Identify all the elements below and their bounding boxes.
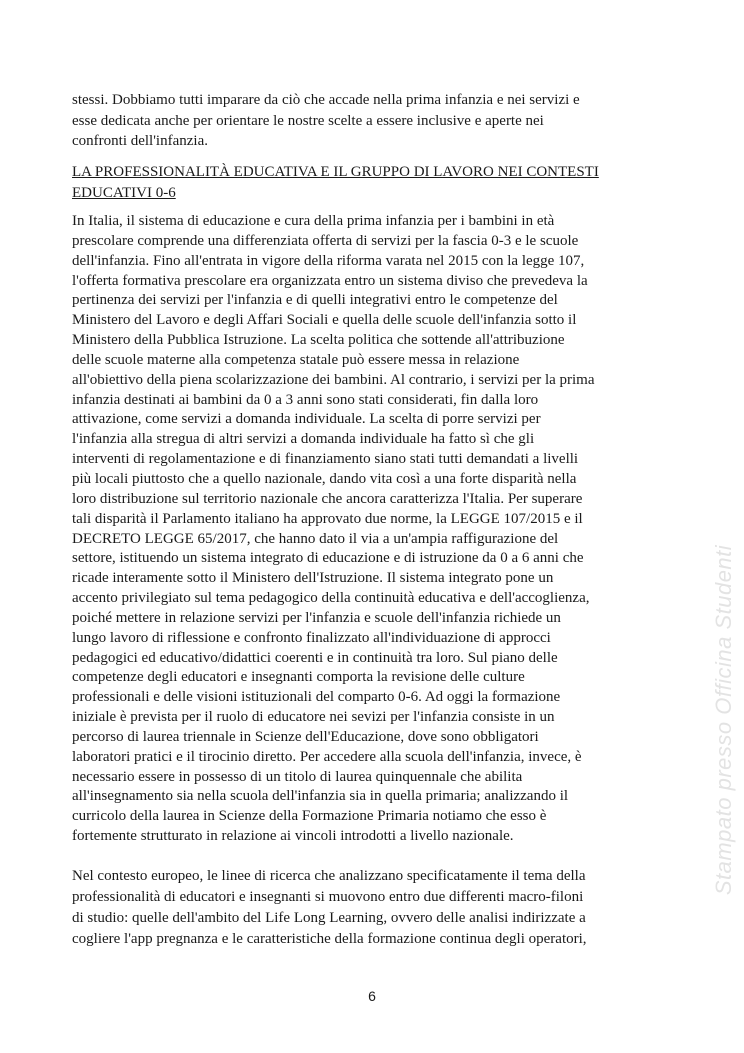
text-line: fortemente strutturato in relazione ai vincoli introdotti a livello nazionale. [72,828,514,845]
text-line: professionali e delle visioni istituzionali del comparto 0-6. Ad oggi la formazione [72,689,561,706]
text-line: tali disparità il Parlamento italiano ha approvato due norme, la LEGGE 107/2015 e il [72,510,583,527]
text-line: iniziale è prevista per il ruolo di educatore nei sevizi per l'infanzia consiste in un [72,709,555,726]
text-line: attivazione, come servizi a domanda individuale. La scelta di porre servizi per [72,411,541,428]
text-line: professionalità di educatori e insegnanti si muovono entro due differenti macro-filoni [72,889,584,905]
watermark: Stampato presso Officina Studenti [711,544,736,896]
body-paragraph-2 [72,866,692,950]
text-line: competenze degli educatori e insegnanti comporta la revisione delle culture [72,669,525,686]
text-line: esse dedicata anche per orientare le nostre scelte a essere inclusive e aperte nei [72,112,544,129]
text-line: all'obiettivo della piena scolarizzazione dei bambini. Al contrario, i servizi per la prima [72,371,595,388]
body-paragraph-1 [72,212,692,847]
text-line: interventi di regolamentazione e di finanziamento siano stati tutti demandati a livelli [72,451,579,468]
text-line: cogliere l'app pregnanza e le caratteristiche della formazione continua degli operatori, [72,931,587,947]
text-line: loro distribuzione sul territorio nazionale che ancora caratterizza l'Italia. Per superare [72,490,583,507]
text-line: LA PROFESSIONALITÀ EDUCATIVA E IL GRUPPO DI LAVORO NEI CONTESTI [72,164,599,180]
text-line: l'infanzia alla stregua di altri servizi a domanda individuale ha fatto sì che gli [72,431,535,448]
text-line: delle scuole materne alla competenza statale può essere messa in relazione [72,351,520,368]
text-line: ricade interamente sotto il Ministero dell'Istruzione. Il sistema integrato pone un [72,570,554,587]
text-line: In Italia, il sistema di educazione e cura della prima infanzia per i bambini in età [72,213,555,229]
text-line: l'offerta formativa prescolare era organizzata entro un sistema diviso che prevedeva la [72,272,588,289]
text-line: pedagogici ed educativo/didattici coerenti e in continuità tra loro. Sul piano delle [72,649,558,666]
text-line: Nel contesto europeo, le linee di ricerca che analizzano specificatamente il tema della [72,868,586,884]
text-line: poiché mettere in relazione servizi per l'infanzia e scuole dell'infanzia richiede un [72,609,561,626]
text-line: settore, istituendo un sistema integrato di educazione e di istruzione da 0 a 6 anni che [72,550,584,567]
text-line: DECRETO LEGGE 65/2017, che hanno dato il via a un'ampia raffigurazione del [72,530,559,547]
text-line: accento privilegiato sul tema pedagogico della continuità educativa e dell'accoglienza, [72,590,590,607]
text-line: laboratori pratici e il tirocinio diretto. Per accedere alla scuola dell'infanzia, invece, è [72,748,582,765]
text-line: prescolare comprende una differenziata offerta di servizi per la fascia 0-3 e le scuole [72,232,579,249]
text-line: Ministero del Lavoro e degli Affari Sociali e quella delle scuole dell'infanzia sotto il [72,312,577,329]
text-line: di studio: quelle dell'ambito del Life Long Learning, ovvero delle analisi indirizzate a [72,910,586,926]
text-line: lungo lavoro di riflessione e confronto finalizzato all'individuazione di approcci [72,629,551,646]
text-line: Ministero della Pubblica Istruzione. La scelta politica che sottende all'attribuzione [72,332,565,349]
text-line: EDUCATIVI 0-6 [72,185,176,201]
text-line: percorso di laurea triennale in Scienze dell'Educazione, dove sono obbligatori [72,728,539,745]
text-line: dell'infanzia. Fino all'entrata in vigore della riforma varata nel 2015 con la legge 107, [72,252,585,269]
text-line: pertinenza dei servizi per l'infanzia e di quelli integrativi entro le competenze del [72,292,558,309]
text-line: all'insegnamento sia nella scuola dell'infanzia sia in quella primaria; analizzando il [72,788,569,805]
page-number: 6 [368,988,376,1004]
section-heading [72,162,692,204]
text-line: infanzia destinati ai bambini da 0 a 3 anni sono stati considerati, fin dalla loro [72,391,539,408]
text-line: più locali piuttosto che a quello nazionale, dando vita così a una forte disparità nella [72,470,577,487]
text-line: necessario essere in possesso di un titolo di laurea quinquennale che abilita [72,768,523,785]
intro-paragraph [72,90,692,152]
text-line: confronti dell'infanzia. [72,133,208,149]
text-line: curricolo della laurea in Scienze della Formazione Primaria notiamo che esso è [72,808,547,825]
text-line: stessi. Dobbiamo tutti imparare da ciò che accade nella prima infanzia e nei servizi e [72,92,580,108]
